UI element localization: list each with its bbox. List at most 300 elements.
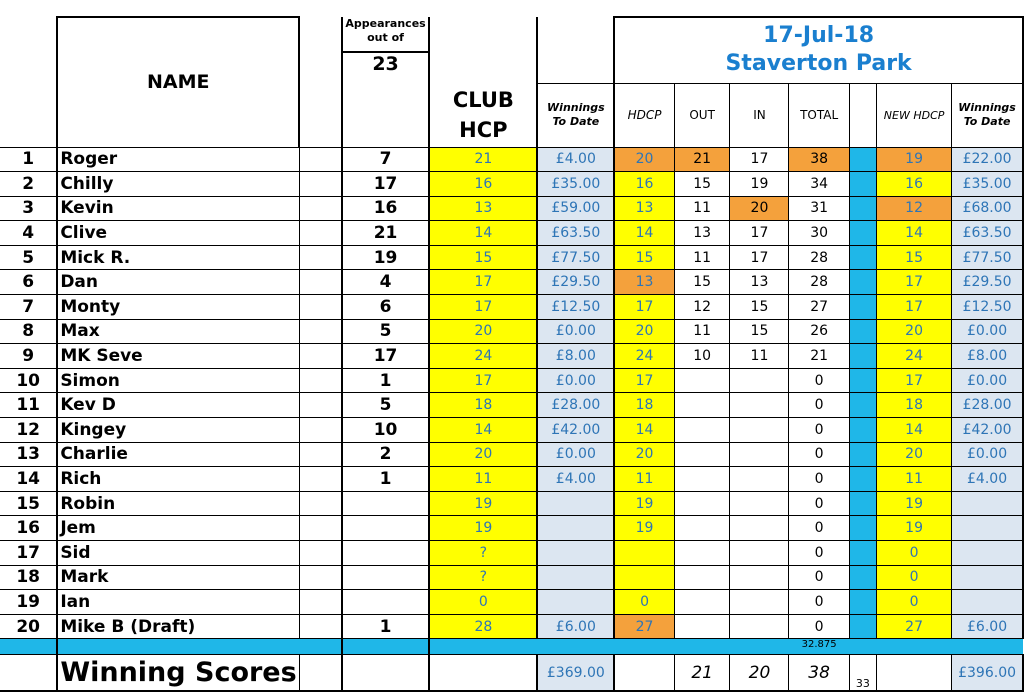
divider-cell [849,590,876,615]
separator-cell [849,639,876,655]
footer-empty [0,655,57,691]
winnings-to-date-header: Winnings To Date [537,83,614,147]
row-number: 20 [0,614,57,639]
total-cell: 0 [789,516,849,541]
hdcp-cell [614,565,674,590]
winnings-to-date-header-2: Winnings To Date [952,83,1023,147]
table-row [0,295,1023,320]
winnings-to-date-cell: £29.50 [952,270,1023,295]
new-hdcp-cell: 19 [877,516,952,541]
total-cell: 0 [789,467,849,492]
table-row [0,590,1023,615]
winnings-cell [537,541,614,566]
footer-small: 33 [849,655,876,691]
winnings-to-date-cell [952,565,1023,590]
out-cell [674,418,730,443]
player-name: Clive [57,221,299,246]
hdcp-cell: 20 [614,442,674,467]
total-cell: 0 [789,590,849,615]
in-cell: 15 [730,319,789,344]
spacer-cell [299,196,342,221]
total-cell: 0 [789,393,849,418]
total-cell: 26 [789,319,849,344]
winnings-to-date-cell: £6.00 [952,614,1023,639]
table-row [0,245,1023,270]
total-cell: 0 [789,541,849,566]
club-hcp-cell: 28 [429,614,537,639]
out-cell [674,565,730,590]
winnings-cell [537,491,614,516]
winnings-cell: £29.50 [537,270,614,295]
player-name: Chilly [57,172,299,197]
row-number: 15 [0,491,57,516]
winnings-to-date-cell [952,541,1023,566]
player-name: Mike B (Draft) [57,614,299,639]
row-number: 7 [0,295,57,320]
winnings-cell: £28.00 [537,393,614,418]
new-hdcp-cell: 18 [877,393,952,418]
separator-cell [299,639,342,655]
total-cell: 0 [789,614,849,639]
separator-cell [730,639,789,655]
in-cell: 13 [730,270,789,295]
new-hdcp-cell: 20 [877,319,952,344]
appearances-cell: 2 [342,442,430,467]
spacer-cell [299,295,342,320]
row-number: 19 [0,590,57,615]
row-number: 10 [0,368,57,393]
hdcp-cell: 15 [614,245,674,270]
winning-scores-row [0,655,1023,691]
winnings-cell [537,590,614,615]
new-hdcp-cell: 15 [877,245,952,270]
winnings-total: £369.00 [537,655,614,691]
winnings-cell: £4.00 [537,467,614,492]
out-cell: 12 [674,295,730,320]
club-hcp-cell: 17 [429,270,537,295]
divider-cell [849,295,876,320]
appearances-cell: 10 [342,418,430,443]
appearances-cell: 6 [342,295,430,320]
footer-empty [877,655,952,691]
out-header: OUT [674,83,730,147]
total-cell: 28 [789,245,849,270]
row-number: 12 [0,418,57,443]
divider-cell [849,614,876,639]
divider-cell [849,467,876,492]
player-name: Roger [57,147,299,172]
new-hdcp-header: NEW HDCP [877,83,952,147]
winnings-cell: £12.50 [537,295,614,320]
footer-empty [614,655,674,691]
spacer-cell [299,344,342,369]
winnings-cell: £0.00 [537,442,614,467]
footer-total: 38 [789,655,849,691]
handicap-sheet [0,16,1024,692]
player-name: MK Seve [57,344,299,369]
new-hdcp-cell: 19 [877,491,952,516]
appearances-cell [342,541,430,566]
divider-cell [849,319,876,344]
new-hdcp-cell: 17 [877,295,952,320]
winnings-to-date-cell: £0.00 [952,442,1023,467]
new-hdcp-cell: 20 [877,442,952,467]
row-number: 18 [0,565,57,590]
winnings-to-date-cell: £0.00 [952,319,1023,344]
separator-cell [674,639,730,655]
club-hcp-cell: 21 [429,147,537,172]
spacer-cell [299,590,342,615]
player-name: Sid [57,541,299,566]
row-number: 4 [0,221,57,246]
divider-cell [849,442,876,467]
separator-cell [429,639,537,655]
winnings-to-date-cell: £22.00 [952,147,1023,172]
row-number: 13 [0,442,57,467]
spacer-cell [299,147,342,172]
club-hcp-cell: ? [429,565,537,590]
new-hdcp-cell: 11 [877,467,952,492]
spacer-cell [299,368,342,393]
spacer-cell [299,491,342,516]
appearances-cell: 4 [342,270,430,295]
hdcp-cell: 14 [614,221,674,246]
out-cell: 11 [674,196,730,221]
table-row [0,467,1023,492]
in-header: IN [730,83,789,147]
total-cell: 21 [789,344,849,369]
row-number: 16 [0,516,57,541]
appearances-cell [342,590,430,615]
total-average: 32.875 [789,639,849,655]
spacer-cell [299,442,342,467]
table-row [0,147,1023,172]
hdcp-cell [614,541,674,566]
out-cell [674,368,730,393]
table-row [0,172,1023,197]
spacer-cell [299,516,342,541]
divider-cell [849,491,876,516]
club-hcp-cell: 15 [429,245,537,270]
player-name: Dan [57,270,299,295]
winnings-to-date-cell: £35.00 [952,172,1023,197]
club-hcp-cell: 17 [429,295,537,320]
table-row [0,541,1023,566]
total-cell: 27 [789,295,849,320]
out-cell [674,393,730,418]
appearances-cell: 17 [342,344,430,369]
table-row [0,614,1023,639]
club-hcp-cell: 20 [429,442,537,467]
divider-cell [849,172,876,197]
new-hdcp-cell: 14 [877,418,952,443]
appearances-cell: 16 [342,196,430,221]
row-number: 5 [0,245,57,270]
hdcp-header: HDCP [614,83,674,147]
table-row [0,516,1023,541]
row-number: 3 [0,196,57,221]
club-hcp-cell: 14 [429,418,537,443]
out-cell: 11 [674,319,730,344]
winnings-to-date-cell: £0.00 [952,368,1023,393]
in-cell: 17 [730,245,789,270]
out-cell: 15 [674,172,730,197]
appearances-cell: 7 [342,147,430,172]
club-hcp-cell: ? [429,541,537,566]
divider-cell [849,393,876,418]
total-cell: 0 [789,442,849,467]
separator-cell [952,639,1023,655]
out-cell [674,491,730,516]
hdcp-cell: 17 [614,295,674,320]
winnings-to-date-cell: £28.00 [952,393,1023,418]
club-hcp-cell: 16 [429,172,537,197]
player-name: Kevin [57,196,299,221]
spacer-cell [299,221,342,246]
winnings-to-date-cell: £42.00 [952,418,1023,443]
appearances-total: 23 [343,51,429,75]
in-cell [730,516,789,541]
winnings-cell: £35.00 [537,172,614,197]
winnings-to-date-cell: £8.00 [952,344,1023,369]
winnings-cell: £8.00 [537,344,614,369]
winnings-to-date-cell: £63.50 [952,221,1023,246]
divider-cell [849,196,876,221]
spacer-cell [299,467,342,492]
hdcp-cell: 14 [614,418,674,443]
in-cell [730,442,789,467]
out-cell: 21 [674,147,730,172]
winnings-to-date-cell [952,590,1023,615]
winnings-to-date-cell [952,491,1023,516]
total-cell: 0 [789,565,849,590]
winnings-to-date-cell: £12.50 [952,295,1023,320]
in-cell [730,467,789,492]
spacer-cell [299,565,342,590]
table-row [0,393,1023,418]
player-name: Kev D [57,393,299,418]
table-row [0,491,1023,516]
in-cell: 15 [730,295,789,320]
row-number: 8 [0,319,57,344]
club-hcp-cell: 17 [429,368,537,393]
in-cell: 17 [730,147,789,172]
row-number: 11 [0,393,57,418]
out-cell: 11 [674,245,730,270]
total-cell: 0 [789,491,849,516]
club-hcp-cell: 19 [429,516,537,541]
winnings-cell: £63.50 [537,221,614,246]
divider-cell [849,516,876,541]
hdcp-cell: 0 [614,590,674,615]
spacer-cell [299,418,342,443]
winnings-cell: £6.00 [537,614,614,639]
player-name: Simon [57,368,299,393]
separator-row [0,639,1023,655]
hdcp-cell: 20 [614,319,674,344]
appearances-cell: 1 [342,467,430,492]
out-cell [674,541,730,566]
winnings-to-date-total: £396.00 [952,655,1023,691]
in-cell [730,590,789,615]
appearances-cell [342,491,430,516]
appearances-cell: 21 [342,221,430,246]
player-name: Robin [57,491,299,516]
new-hdcp-cell: 14 [877,221,952,246]
spacer-cell [299,541,342,566]
club-hcp-cell: 14 [429,221,537,246]
new-hdcp-cell: 17 [877,368,952,393]
new-hdcp-cell: 0 [877,590,952,615]
in-cell [730,541,789,566]
player-name: Max [57,319,299,344]
in-cell: 19 [730,172,789,197]
spacer-cell [299,319,342,344]
divider-cell [849,368,876,393]
total-cell: 38 [789,147,849,172]
table-row [0,221,1023,246]
separator-cell [537,639,614,655]
winnings-cell: £77.50 [537,245,614,270]
appearances-cell: 1 [342,368,430,393]
player-name: Kingey [57,418,299,443]
row-number: 17 [0,541,57,566]
new-hdcp-cell: 27 [877,614,952,639]
hdcp-cell: 19 [614,491,674,516]
club-hcp-cell: 19 [429,491,537,516]
player-name: Jem [57,516,299,541]
hdcp-cell: 16 [614,172,674,197]
in-cell [730,393,789,418]
new-hdcp-cell: 24 [877,344,952,369]
hdcp-cell: 27 [614,614,674,639]
in-cell: 20 [730,196,789,221]
spacer-cell [299,270,342,295]
out-cell: 10 [674,344,730,369]
in-cell [730,368,789,393]
table-row [0,270,1023,295]
winnings-to-date-cell: £77.50 [952,245,1023,270]
footer-in: 20 [730,655,789,691]
hdcp-cell: 11 [614,467,674,492]
divider-cell [849,541,876,566]
appearances-cell: 17 [342,172,430,197]
player-name: Charlie [57,442,299,467]
new-hdcp-cell: 12 [877,196,952,221]
out-cell: 13 [674,221,730,246]
club-hcp-cell: 13 [429,196,537,221]
club-hcp-cell: 0 [429,590,537,615]
separator-cell [877,639,952,655]
hdcp-cell: 20 [614,147,674,172]
table-row [0,319,1023,344]
appearances-cell [342,516,430,541]
player-name: Rich [57,467,299,492]
winnings-cell: £42.00 [537,418,614,443]
total-header: TOTAL [789,83,849,147]
winnings-cell: £59.00 [537,196,614,221]
appearances-cell [342,565,430,590]
spacer-cell [299,172,342,197]
out-cell [674,467,730,492]
winning-scores-label: Winning Scores [57,655,299,691]
winnings-cell [537,516,614,541]
divider-cell [849,344,876,369]
separator-cell [0,639,57,655]
club-hcp-cell: 18 [429,393,537,418]
player-name: Mark [57,565,299,590]
table-row [0,565,1023,590]
total-cell: 30 [789,221,849,246]
appearances-label: Appearances out of [345,17,426,44]
spacer-cell [299,393,342,418]
row-number: 1 [0,147,57,172]
winnings-to-date-cell: £4.00 [952,467,1023,492]
appearances-cell: 19 [342,245,430,270]
row-number: 9 [0,344,57,369]
appearances-header [342,17,430,83]
out-cell [674,516,730,541]
table-row [0,344,1023,369]
club-hcp-header: CLUB HCP [429,83,537,147]
winnings-to-date-cell: £68.00 [952,196,1023,221]
row-number: 14 [0,467,57,492]
table-row [0,368,1023,393]
hdcp-cell: 24 [614,344,674,369]
winnings-cell [537,565,614,590]
in-cell [730,565,789,590]
hdcp-cell: 13 [614,196,674,221]
in-cell: 17 [730,221,789,246]
appearances-cell: 5 [342,393,430,418]
player-name: Monty [57,295,299,320]
divider-cell [849,221,876,246]
total-cell: 31 [789,196,849,221]
winnings-cell: £0.00 [537,319,614,344]
new-hdcp-cell: 19 [877,147,952,172]
separator-cell [342,639,430,655]
player-name: Ian [57,590,299,615]
separator-cell [57,639,299,655]
divider-cell [849,418,876,443]
divider-cell [849,270,876,295]
appearances-cell: 1 [342,614,430,639]
hdcp-cell: 18 [614,393,674,418]
table-row [0,418,1023,443]
total-cell: 34 [789,172,849,197]
hdcp-cell: 17 [614,368,674,393]
out-cell [674,590,730,615]
total-cell: 28 [789,270,849,295]
winnings-to-date-cell [952,516,1023,541]
in-cell [730,491,789,516]
club-hcp-cell: 20 [429,319,537,344]
appearances-cell: 5 [342,319,430,344]
club-hcp-cell: 24 [429,344,537,369]
row-number: 6 [0,270,57,295]
spacer-cell [299,245,342,270]
winnings-cell: £0.00 [537,368,614,393]
club-hcp-cell: 11 [429,467,537,492]
new-hdcp-cell: 0 [877,541,952,566]
row-number: 2 [0,172,57,197]
event-header [614,17,1023,83]
total-cell: 0 [789,368,849,393]
hdcp-cell: 19 [614,516,674,541]
spacer-cell [299,614,342,639]
table-row [0,196,1023,221]
hdcp-cell: 13 [614,270,674,295]
